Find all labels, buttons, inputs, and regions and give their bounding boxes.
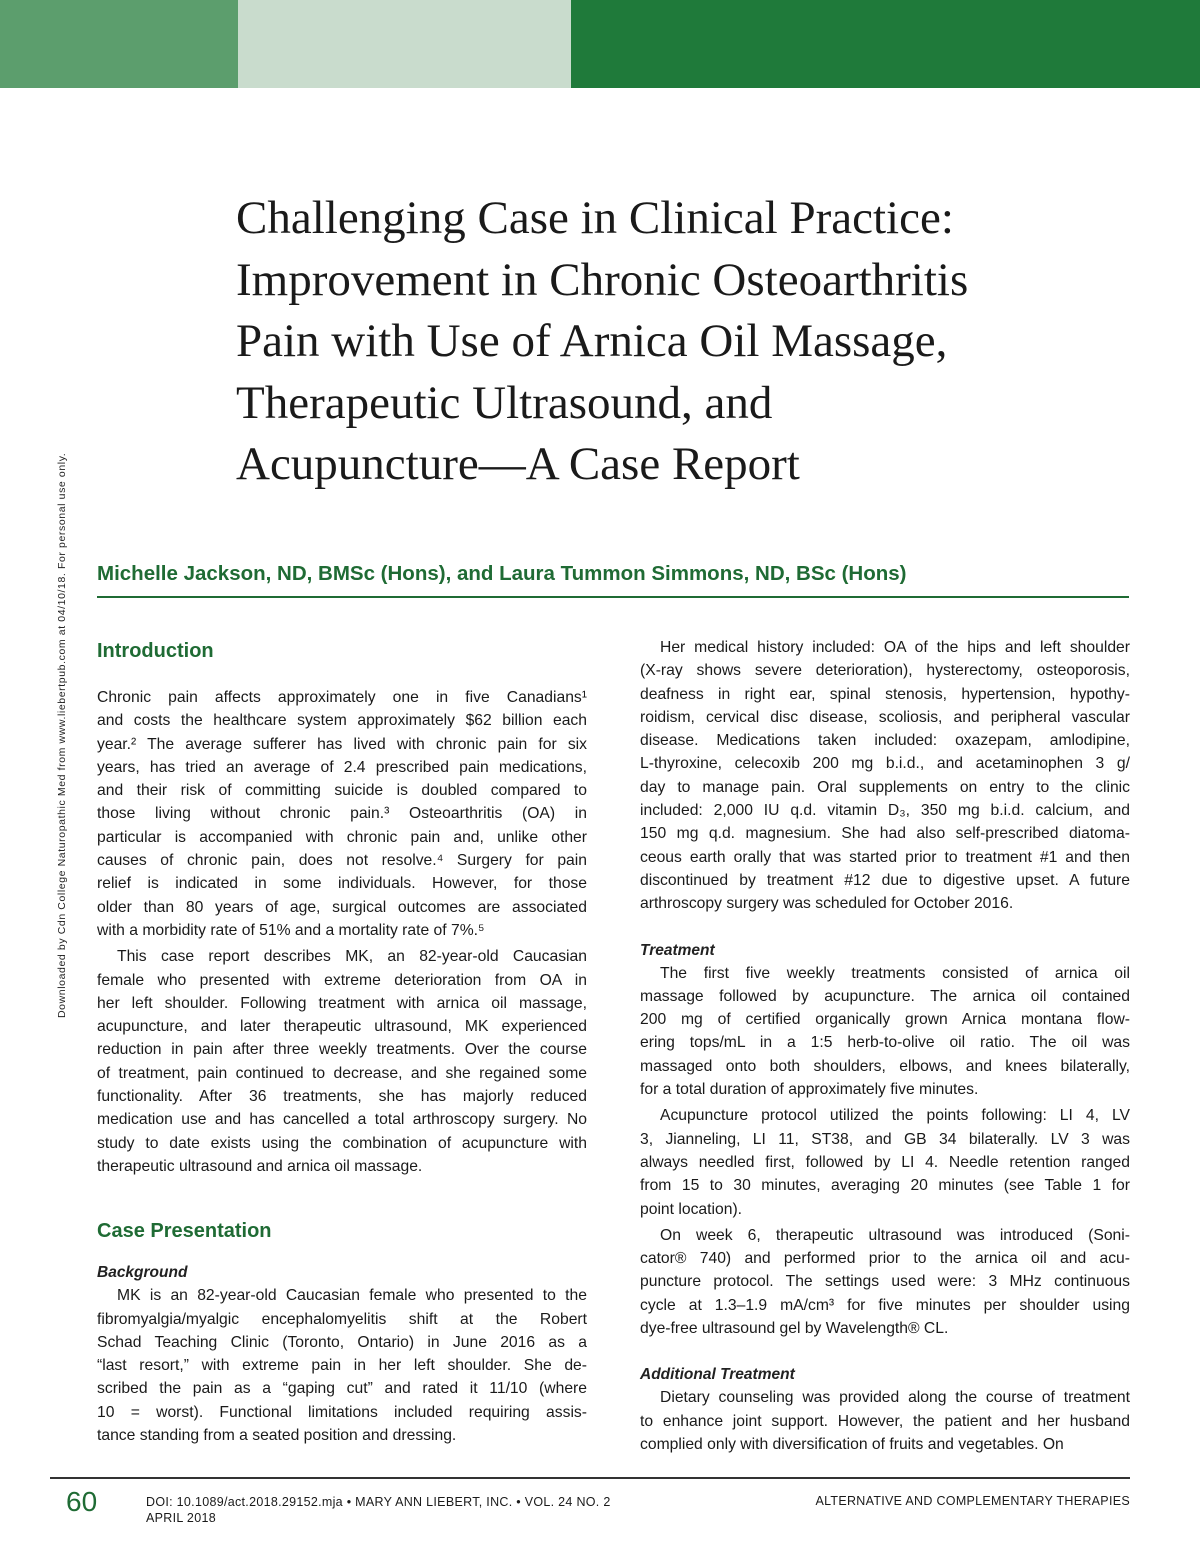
text-line: discontinued by treatment #12 due to digestive upset. A future (640, 871, 1130, 889)
treatment-paragraph-2 (640, 1104, 1130, 1220)
treatment-heading: Treatment (640, 941, 715, 959)
text-line: causes of chronic pain, does not resolve.⁴ Surgery for pain (97, 852, 587, 870)
text-line: study to date exists using the combination of acupuncture with (97, 1134, 587, 1152)
download-notice: Downloaded by Cdn College Naturopathic Med from www.liebertpub.com at 04/10/18. For personal use only. (56, 452, 68, 1018)
text-line: L-thyroxine, celecoxib 200 mg b.i.d., and acetaminophen 3 g/ (640, 755, 1130, 773)
text-line: 200 mg of certified organically grown Arnica montana flow- (640, 1011, 1130, 1029)
text-line: massage followed by acupuncture. The arnica oil contained (640, 987, 1130, 1005)
text-line: medication use and has cancelled a total arthroscopy surgery. No (97, 1111, 587, 1129)
text-line: scribed the pain as a “gaping cut” and rated it 11/10 (where (97, 1380, 587, 1398)
text-line: her left shoulder. Following treatment with arnica oil massage, (97, 994, 587, 1012)
text-line: those living without chronic pain.³ Osteoarthritis (OA) in (97, 805, 587, 823)
text-line: and their risk of committing suicide is doubled compared to (97, 782, 587, 800)
footer-divider (50, 1477, 1130, 1479)
title-line: Improvement in Chronic Osteoarthritis (236, 253, 969, 306)
text-line: to enhance joint support. However, the patient and her husband (640, 1412, 1130, 1430)
text-line: included: 2,000 IU q.d. vitamin D₃, 350 mg b.i.d. calcium, and (640, 802, 1130, 820)
intro-paragraph-1 (97, 686, 587, 942)
treatment-paragraph-3 (640, 1224, 1130, 1340)
text-line: fibromyalgia/myalgic encephalomyelitis shift at the Robert (97, 1310, 587, 1328)
history-paragraph (640, 636, 1130, 916)
text-line: dye-free ultrasound gel by Wavelength® CL. (640, 1320, 949, 1338)
right-column (640, 630, 1130, 1456)
text-line: always needled first, followed by LI 4. Needle retention ranged (640, 1153, 1130, 1171)
text-line: roidism, cervical disc disease, scoliosis, and peripheral vascular (640, 708, 1130, 726)
text-line: reduction in pain after three weekly treatments. Over the course (97, 1041, 587, 1059)
text-line: with a morbidity rate of 51% and a mortality rate of 7%.⁵ (97, 921, 485, 939)
text-line: year.² The average sufferer has lived with chronic pain for six (97, 735, 587, 753)
text-line: for a total duration of approximately five minutes. (640, 1081, 979, 1099)
text-line: years, has tried an average of 2.4 prescribed pain medications, (97, 758, 587, 776)
text-line: 150 mg q.d. magnesium. She had also self-prescribed diatoma- (640, 825, 1130, 843)
text-line: of treatment, pain continued to decrease, and she regained some (97, 1064, 587, 1082)
text-line: (X-ray shows severe deterioration), hysterectomy, osteoporosis, (640, 662, 1130, 680)
author-line: Michelle Jackson, ND, BMSc (Hons), and Laura Tummon Simmons, ND, BSc (Hons) (97, 562, 907, 585)
journal-name: ALTERNATIVE AND COMPLEMENTARY THERAPIES (815, 1494, 1130, 1508)
header-band-right (571, 0, 1200, 88)
author-divider (97, 596, 1129, 598)
text-line: acupuncture, and later therapeutic ultrasound, MK experienced (97, 1018, 587, 1036)
text-line: and costs the healthcare system approximately $62 billion each (97, 712, 587, 730)
text-line: complied only with diversification of fruits and vegetables. On (640, 1435, 1064, 1453)
text-line: from 15 to 30 minutes, averaging 20 minutes (see Table 1 for (640, 1177, 1130, 1195)
title-line: Therapeutic Ultrasound, and (236, 376, 773, 429)
background-paragraph (97, 1284, 587, 1447)
article-title (236, 188, 1136, 496)
text-line: puncture protocol. The settings used were: 3 MHz continuous (640, 1273, 1130, 1291)
text-line: Dietary counseling was provided along the course of treatment (660, 1389, 1130, 1407)
text-line: female who presented with extreme deterioration from OA in (97, 971, 587, 989)
citation (146, 1494, 611, 1526)
page-number: 60 (66, 1486, 98, 1517)
text-line: disease. Medications taken included: oxazepam, amlodipine, (640, 732, 1130, 750)
treatment-paragraph-1 (640, 962, 1130, 1102)
text-line: point location). (640, 1200, 743, 1218)
text-line: Her medical history included: OA of the hips and left shoulder (660, 639, 1130, 656)
citation-line-2: APRIL 2018 (146, 1511, 216, 1525)
text-line: functionality. After 36 treatments, she has majorly reduced (97, 1088, 587, 1106)
text-line: arthroscopy surgery was scheduled for October 2016. (640, 895, 1014, 913)
text-line: particular is accompanied with chronic pain and, unlike other (97, 828, 587, 846)
text-line: day to manage pain. Oral supplements on entry to the clinic (640, 778, 1130, 796)
text-line: Acupuncture protocol utilized the points following: LI 4, LV (660, 1107, 1130, 1125)
header-band-left (0, 0, 238, 88)
text-line: The first five weekly treatments consisted of arnica oil (660, 964, 1130, 982)
text-line: ceous earth orally that was started prior to treatment #1 and then (640, 848, 1130, 866)
additional-treatment-heading: Additional Treatment (640, 1366, 795, 1384)
title-line: Acupuncture—A Case Report (236, 438, 800, 490)
title-line: Challenging Case in Clinical Practice: (236, 192, 954, 244)
header-band-middle (238, 0, 571, 88)
text-line: ering tops/mL in a 1:5 herb-to-olive oil ratio. The oil was (640, 1034, 1130, 1052)
text-line: This case report describes MK, an 82-year-old Caucasian (117, 948, 587, 966)
additional-paragraph (640, 1386, 1130, 1456)
text-line: deafness in right ear, spinal stenosis, hypertension, hypothy- (640, 685, 1130, 703)
text-line: “last resort,” with extreme pain in her left shoulder. She de- (97, 1357, 587, 1375)
left-column (97, 630, 587, 1447)
intro-paragraph-2 (97, 945, 587, 1178)
text-line: tance standing from a seated position and dressing. (97, 1427, 457, 1445)
background-heading: Background (97, 1264, 188, 1282)
case-presentation-heading: Case Presentation (97, 1220, 272, 1243)
text-line: older than 80 years of age, surgical outcomes are associated (97, 898, 587, 916)
text-line: Chronic pain affects approximately one in five Canadians¹ (97, 689, 587, 706)
text-line: Schad Teaching Clinic (Toronto, Ontario) in June 2016 as a (97, 1333, 587, 1351)
text-line: massaged onto both shoulders, elbows, and knees bilaterally, (640, 1057, 1130, 1075)
text-line: relief is indicated in some individuals. However, for those (97, 875, 587, 893)
text-line: cator® 740) and performed prior to the arnica oil and acu- (640, 1250, 1130, 1268)
text-line: cycle at 1.3–1.9 mA/cm³ for five minutes per shoulder using (640, 1296, 1130, 1314)
text-line: therapeutic ultrasound and arnica oil massage. (97, 1157, 423, 1175)
text-line: 10 = worst). Functional limitations included requiring assis- (97, 1403, 587, 1421)
text-line: 3, Jianneling, LI 11, ST38, and GB 34 bilaterally. LV 3 was (640, 1130, 1130, 1148)
text-line: MK is an 82-year-old Caucasian female who presented to the (117, 1287, 587, 1305)
title-line: Pain with Use of Arnica Oil Massage, (236, 315, 948, 367)
text-line: On week 6, therapeutic ultrasound was introduced (Soni- (660, 1226, 1130, 1244)
introduction-heading: Introduction (97, 640, 214, 662)
citation-line-1: DOI: 10.1089/act.2018.29152.mja • MARY ANN LIEBERT, INC. • VOL. 24 NO. 2 (146, 1495, 611, 1509)
